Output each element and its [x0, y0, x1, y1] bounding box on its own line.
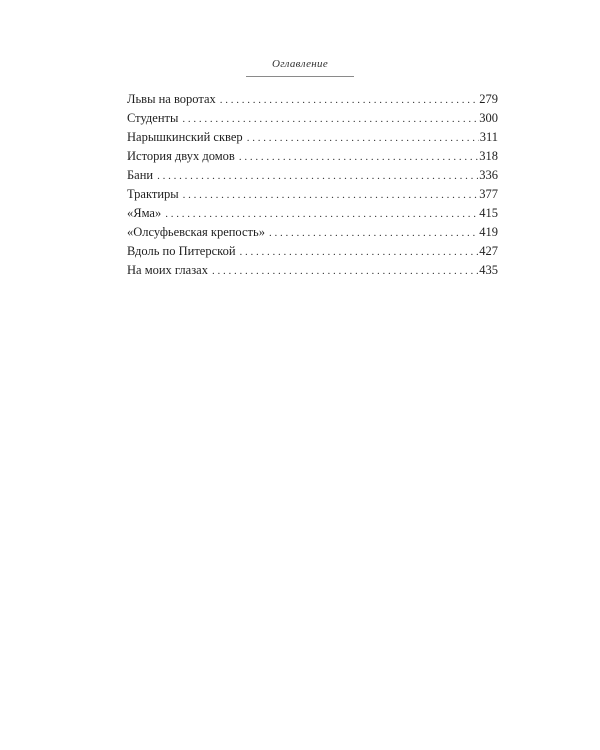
toc-header: [0, 58, 600, 77]
toc-entry-olsufiev-fortress[interactable]: [127, 223, 498, 242]
toc-entry-title: На моих глазах: [127, 263, 208, 277]
toc-entry-page: 435: [479, 263, 498, 277]
toc-entry-page: 377: [479, 187, 498, 201]
toc-entry-page: 336: [479, 168, 498, 182]
toc-entry-title: «Яма»: [127, 206, 162, 220]
dot-leader: [220, 91, 478, 110]
toc-entry-before-my-eyes[interactable]: [127, 261, 498, 280]
toc-entry-page: 419: [479, 225, 498, 239]
toc-entry-lions[interactable]: [127, 90, 498, 109]
table-of-contents: [127, 90, 498, 280]
toc-entry-title: История двух домов: [127, 149, 235, 163]
dot-leader: [183, 186, 479, 205]
toc-entry-title: «Олсуфьевская крепость»: [127, 225, 265, 239]
toc-entry-page: 311: [479, 130, 498, 144]
toc-entry-page: 279: [479, 92, 498, 106]
toc-entry-yama[interactable]: [127, 204, 498, 223]
toc-entry-naryshkin-square[interactable]: [127, 128, 498, 147]
toc-entry-students[interactable]: [127, 109, 498, 128]
toc-entry-title: Львы на воротах: [127, 92, 216, 106]
toc-entry-title: Бани: [127, 168, 154, 182]
dot-leader: [165, 205, 478, 224]
dot-leader: [269, 224, 478, 243]
toc-entry-page: 415: [479, 206, 498, 220]
dot-leader: [157, 167, 478, 186]
dot-leader: [247, 129, 479, 148]
toc-entry-page: 318: [479, 149, 498, 163]
dot-leader: [240, 243, 479, 262]
toc-entry-page: 300: [479, 111, 498, 125]
toc-entry-title: Нарышкинский сквер: [127, 130, 243, 144]
heading-underline: [246, 76, 354, 77]
toc-entry-baths[interactable]: [127, 166, 498, 185]
dot-leader: [182, 110, 478, 129]
toc-heading: Оглавление: [271, 58, 329, 70]
toc-entry-taverns[interactable]: [127, 185, 498, 204]
dot-leader: [212, 262, 478, 281]
toc-entry-title: Вдоль по Питерской: [127, 244, 236, 258]
toc-entry-along-piterskaya[interactable]: [127, 242, 498, 261]
toc-entry-two-houses[interactable]: [127, 147, 498, 166]
toc-entry-title: Студенты: [127, 111, 179, 125]
dot-leader: [239, 148, 478, 167]
toc-entry-page: 427: [479, 244, 498, 258]
toc-entry-title: Трактиры: [127, 187, 179, 201]
